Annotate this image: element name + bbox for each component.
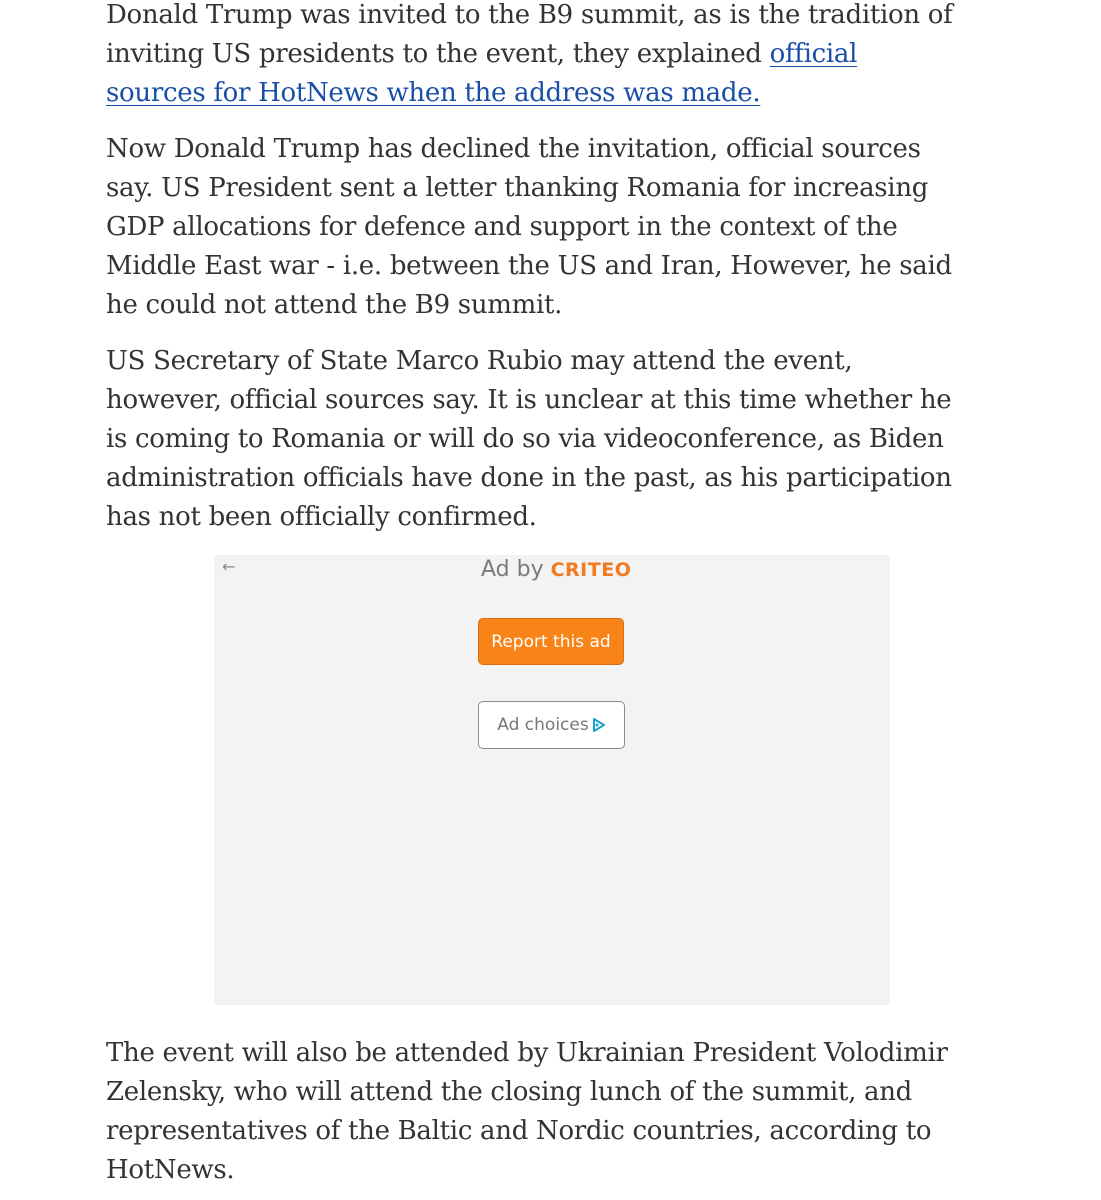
report-ad-button[interactable] [478,618,624,665]
ad-attribution [481,557,631,582]
criteo-logo[interactable]: CRITEO [550,559,632,581]
paragraph: The event will also be attended by Ukrainian President Volodimir Zelensky, who will attend the closing lunch of the summit, and representatives of the Baltic and Nordic countries, according to HotNews. [106,1038,948,1185]
arrow-left-icon[interactable]: ← [222,557,236,576]
ad-by-label: Ad by [481,557,544,582]
ad-choices-label: Ad choices [497,715,589,735]
adchoices-icon [592,718,606,732]
ad-choices-button[interactable] [478,701,625,749]
official-sources-link[interactable]: official sources for HotNews when the address was made. [106,39,858,108]
report-ad-label: Report this ad [491,631,611,652]
paragraph: US Secretary of State Marco Rubio may attend the event, however, official sources say. It is unclear at this time whether he is coming to Romania or will do so via videoconference, as Biden administration officials have done in the past, as his participation has not been officially confirmed. [106,346,952,532]
paragraph: Now Donald Trump has declined the invitation, official sources say. US President sent a letter thanking Romania for increasing GDP allocations for defence and support in the context of the Middle East war - i.e. between the US and Iran, However, he said he could not attend the B9 summit. [106,134,952,320]
paragraph [106,0,956,113]
paragraph-text: Donald Trump was invited to the B9 summit, as is the tradition of inviting US presidents to the event, they explained [106,0,953,69]
ad-container [214,555,890,1005]
